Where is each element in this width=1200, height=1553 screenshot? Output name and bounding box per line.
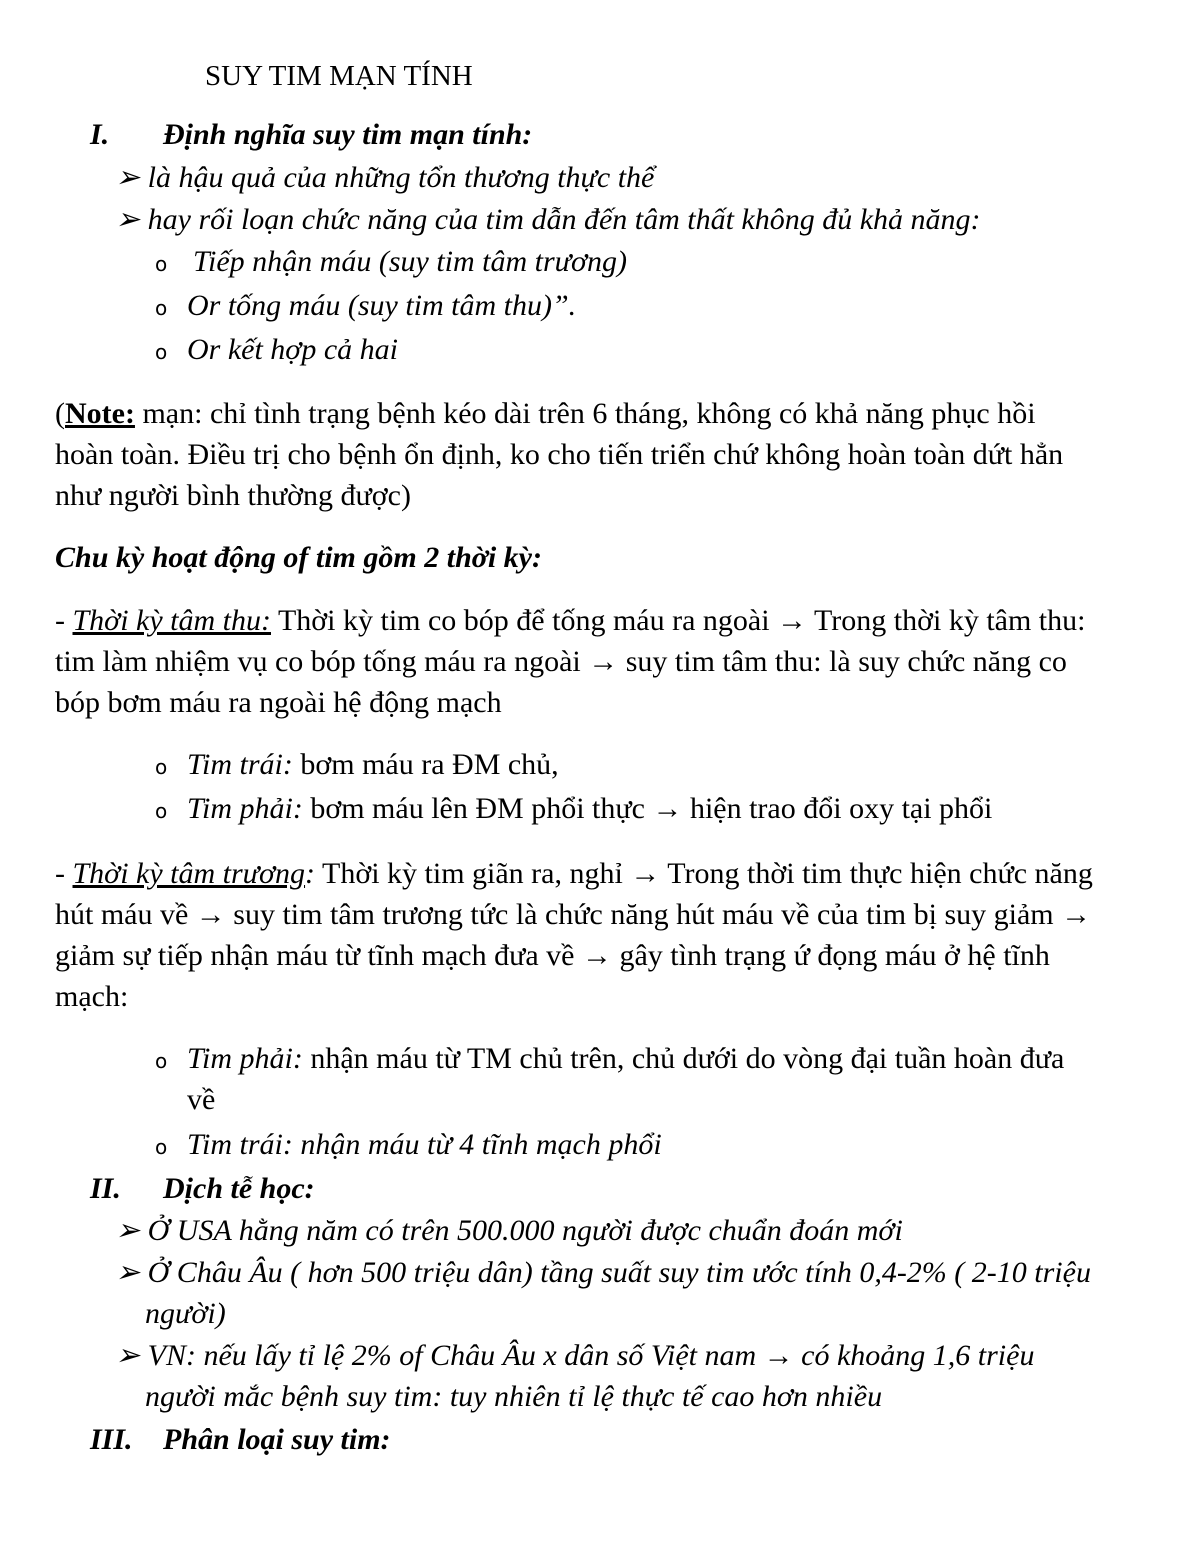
- diastole-left-heart: Tim trái: nhận máu từ 4 tĩnh mạch phổi: [187, 1128, 662, 1161]
- note-open-paren: (: [55, 397, 65, 430]
- note-line-2: hoàn toàn. Điều trị cho bệnh ổn định, ko cho tiến triển chứ không hoàn toàn dứt hẳn: [55, 438, 1064, 471]
- diastole-line-2: hút máu về → suy tim tâm trương tức là chức năng hút máu về của tim bị suy giảm →: [55, 898, 1092, 931]
- bullet-item: [115, 160, 654, 196]
- note-label: Note:: [65, 397, 135, 430]
- section-1-heading: Định nghĩa suy tim mạn tính:: [163, 118, 533, 151]
- circle-bullet-icon: o: [155, 296, 168, 320]
- systole-line-1: [55, 603, 1085, 639]
- diastole-text: Thời kỳ tim giãn ra, nghỉ → Trong thời tim thực hiện chức năng: [315, 857, 1093, 890]
- circle-bullet-icon: o: [155, 340, 168, 364]
- note-line-3: như người bình thường được): [55, 479, 411, 512]
- arrow-bullet-icon: ➢: [115, 1214, 141, 1247]
- sub-bullet-marker: [155, 747, 167, 785]
- bullet-item: [115, 202, 981, 238]
- circle-bullet-icon: o: [155, 1049, 168, 1073]
- right-heart-label: Tim phải:: [187, 792, 303, 825]
- dash: -: [55, 604, 73, 637]
- circle-bullet-icon: o: [155, 755, 168, 779]
- systole-line-3: bóp bơm máu ra ngoài hệ động mạch: [55, 686, 502, 719]
- note-text: mạn: chỉ tình trạng bệnh kéo dài trên 6 tháng, không có khả năng phục hồi: [134, 397, 1036, 430]
- left-heart-label: Tim trái:: [187, 748, 293, 781]
- section-2-number: II.: [90, 1172, 121, 1205]
- bullet-text: hay rối loạn chức năng của tim dẫn đến tâm thất không đủ khả năng:: [147, 203, 981, 236]
- sub-bullet-text: Or kết hợp cả hai: [187, 333, 398, 366]
- note-line-1: [55, 396, 1036, 432]
- section-2-heading: Dịch tễ học:: [163, 1172, 315, 1205]
- sub-bullet-marker: [155, 1041, 167, 1079]
- circle-bullet-icon: o: [155, 1135, 168, 1159]
- diastole-line-4: mạch:: [55, 980, 129, 1013]
- sub-bullet-marker: [155, 332, 167, 370]
- bullet-continuation: người): [145, 1297, 226, 1330]
- systole-line-2: tim làm nhiệm vụ co bóp tống máu ra ngoài → suy tim tâm thu: là suy chức năng co: [55, 645, 1067, 678]
- right-heart-text: bơm máu lên ĐM phổi thực → hiện trao đổi oxy tại phổi: [302, 792, 993, 825]
- diastole-label: Thời kỳ tâm trương: [72, 857, 306, 890]
- sub-bullet-text: Tiếp nhận máu (suy tim tâm trương): [193, 245, 628, 278]
- diastole-colon: :: [305, 857, 316, 890]
- bullet-item: [115, 1338, 1034, 1374]
- diastole-right-heart-cont: về: [187, 1083, 216, 1116]
- right-heart-label: Tim phải:: [187, 1042, 303, 1075]
- bullet-continuation: người mắc bệnh suy tim: tuy nhiên tỉ lệ thực tế cao hơn nhiều: [145, 1380, 883, 1413]
- bullet-text: Ở Châu Âu ( hơn 500 triệu dân) tầng suất suy tim ước tính 0,4-2% ( 2-10 triệu: [147, 1256, 1091, 1289]
- diastole-right-heart: [187, 1041, 1064, 1077]
- bullet-text: Ở USA hằng năm có trên 500.000 người được chuẩn đoán mới: [147, 1214, 903, 1247]
- left-heart-text: bơm máu ra ĐM chủ,: [292, 748, 559, 781]
- bullet-item: [115, 1213, 903, 1249]
- bullet-text: VN: nếu lấy tỉ lệ 2% of Châu Âu x dân số Việt nam → có khoảng 1,6 triệu: [147, 1339, 1035, 1372]
- diastole-line-1: [55, 856, 1093, 892]
- sub-bullet-marker: [155, 1127, 167, 1165]
- arrow-bullet-icon: ➢: [115, 161, 141, 194]
- sub-bullet-marker: [155, 791, 167, 829]
- sub-bullet-marker: [155, 244, 167, 282]
- arrow-bullet-icon: ➢: [115, 1256, 141, 1289]
- circle-bullet-icon: o: [155, 799, 168, 823]
- section-3-heading: Phân loại suy tim:: [163, 1423, 391, 1456]
- diastole-line-3: giảm sự tiếp nhận máu từ tĩnh mạch đưa về → gây tình trạng ứ đọng máu ở hệ tĩnh: [55, 939, 1050, 972]
- bullet-item: [115, 1255, 1091, 1291]
- dash: -: [55, 857, 73, 890]
- cycle-heading: Chu kỳ hoạt động of tim gồm 2 thời kỳ:: [55, 541, 542, 574]
- systole-text: Thời kỳ tim co bóp để tống máu ra ngoài → Trong thời kỳ tâm thu:: [271, 604, 1086, 637]
- arrow-bullet-icon: ➢: [115, 1339, 141, 1372]
- section-3-number: III.: [90, 1423, 133, 1456]
- systole-label: Thời kỳ tâm thu:: [72, 604, 271, 637]
- sub-bullet-text: Or tống máu (suy tim tâm thu)”.: [187, 289, 577, 322]
- circle-bullet-icon: o: [155, 252, 168, 276]
- systole-right-heart: [187, 791, 992, 827]
- page-title: SUY TIM MẠN TÍNH: [205, 60, 473, 92]
- right-heart-text: nhận máu từ TM chủ trên, chủ dưới do vòng đại tuần hoàn đưa: [302, 1042, 1065, 1075]
- systole-left-heart: [187, 747, 559, 783]
- arrow-bullet-icon: ➢: [115, 203, 141, 236]
- sub-bullet-marker: [155, 288, 167, 326]
- bullet-text: là hậu quả của những tổn thương thực thể: [147, 161, 655, 194]
- section-1-number: I.: [90, 118, 110, 151]
